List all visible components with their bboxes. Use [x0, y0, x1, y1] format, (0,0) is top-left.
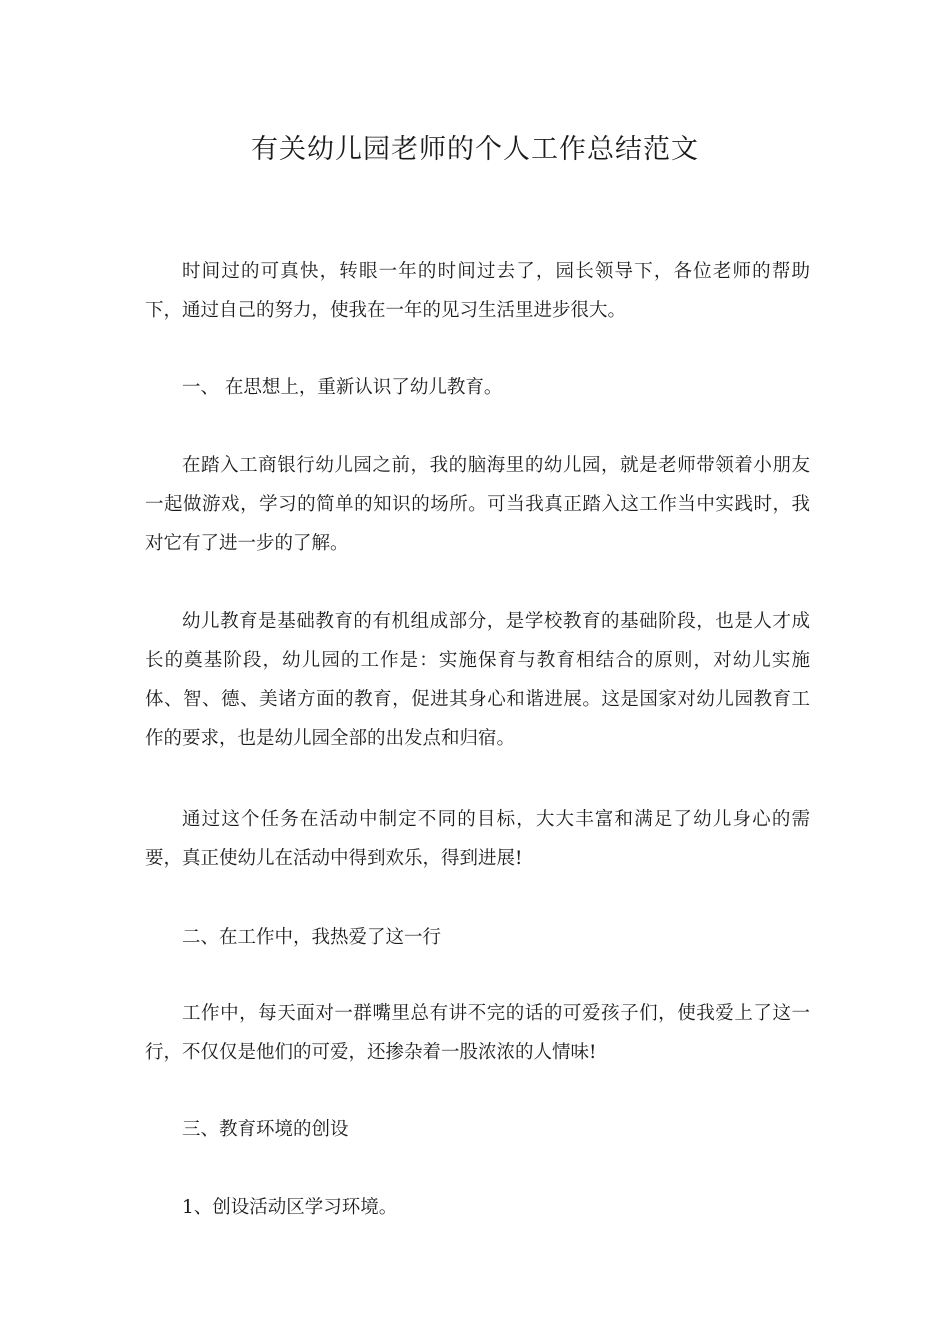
section-heading-3: 三、教育环境的创设	[182, 1119, 349, 1140]
paragraph-love-work: 工作中，每天面对一群嘴里总有讲不完的话的可爱孩子们，使我爱上了这一行，不仅仅是他们的可爱，还掺杂着一股浓浓的人情味!	[145, 1003, 810, 1063]
section-heading-1: 一、 在思想上，重新认识了幼儿教育。	[182, 377, 503, 398]
paragraph-before-kindergarten: 在踏入工商银行幼儿园之前，我的脑海里的幼儿园，就是老师带领着小朋友一起做游戏，学习的简单的知识的场所。可当我真正踏入这工作当中实践时，我对它有了进一步的了解。	[145, 455, 810, 554]
document-title: 有关幼儿园老师的个人工作总结范文	[251, 134, 699, 165]
section-heading-2: 二、在工作中，我热爱了这一行	[182, 927, 442, 948]
paragraph-intro: 时间过的可真快，转眼一年的时间过去了，园长领导下，各位老师的帮助下，通过自己的努力，使我在一年的见习生活里进步很大。	[145, 261, 810, 321]
paragraph-early-education: 幼儿教育是基础教育的有机组成部分，是学校教育的基础阶段，也是人才成长的奠基阶段，幼儿园的工作是：实施保育与教育相结合的原则，对幼儿实施体、智、德、美诸方面的教育，促进其身心和谐进展。这是国家对幼儿园教育工作的要求，也是幼儿园全部的出发点和归宿。	[145, 611, 810, 749]
subsection-heading-1: 1、创设活动区学习环境。	[182, 1197, 398, 1218]
paragraph-activity-goals: 通过这个任务在活动中制定不同的目标，大大丰富和满足了幼儿身心的需要，真正使幼儿在活动中得到欢乐，得到进展!	[145, 809, 810, 869]
